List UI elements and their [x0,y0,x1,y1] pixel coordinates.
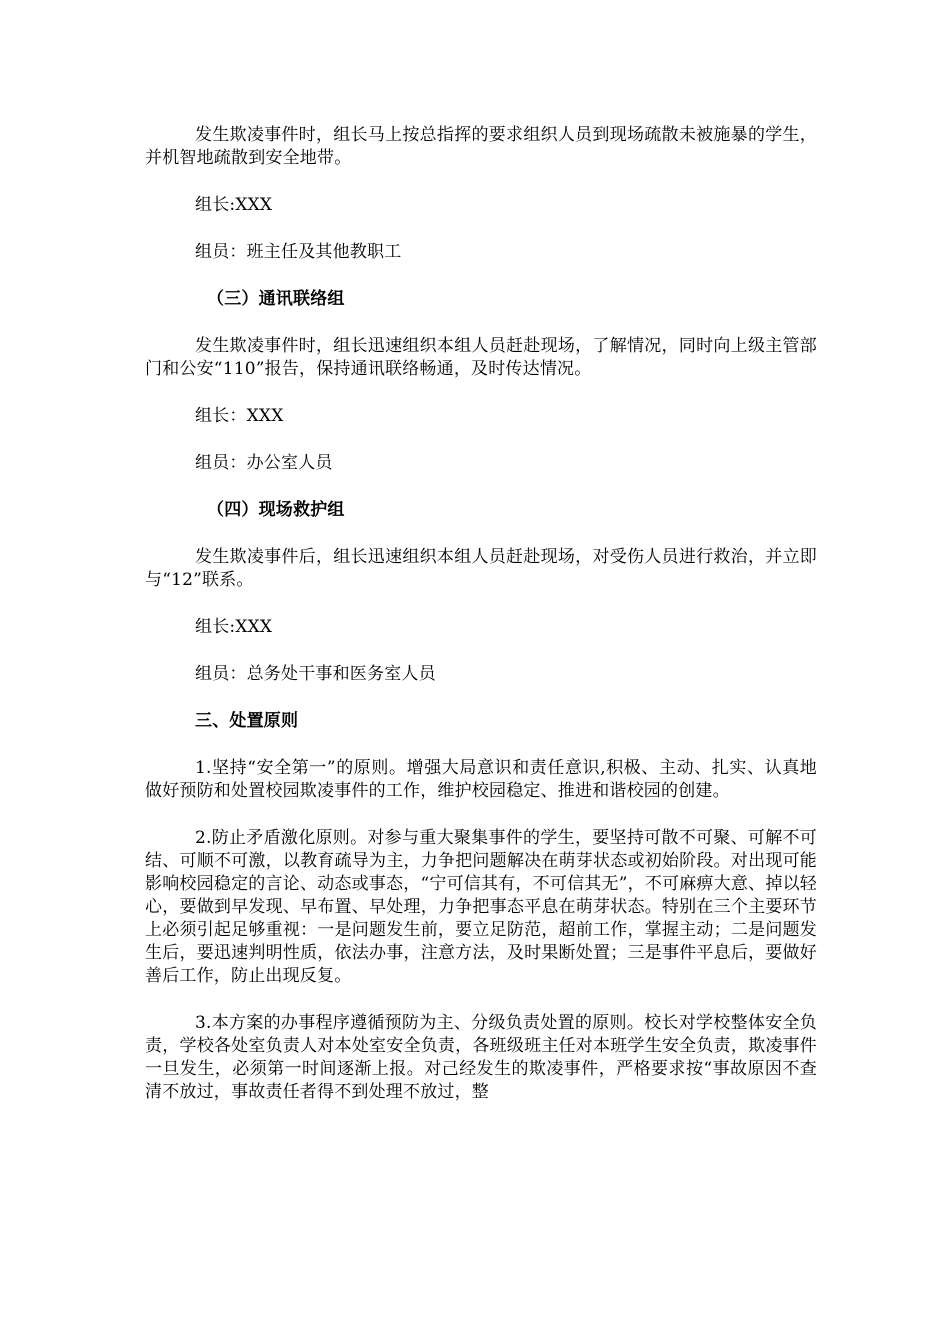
paragraph-rescue-duty: 发生欺凌事件后，组长迅速组织本组人员赶赴现场，对受伤人员进行救治，并立即与“12”联系。 [145,547,817,590]
document-page [145,124,817,1104]
evacuation-group-leader: 组长:XXX [195,195,273,215]
communication-group-leader: 组长：XXX [195,406,284,426]
subheading-rescue-group: （四）现场救护组 [207,500,345,520]
rescue-group-members: 组员：总务处干事和医务室人员 [195,664,436,684]
paragraph-evacuation-duty: 发生欺凌事件时，组长马上按总指挥的要求组织人员到现场疏散未被施暴的学生，并机智地疏散到安全地带。 [145,125,817,168]
paragraph-communication-duty: 发生欺凌事件时，组长迅速组织本组人员赶赴现场，了解情况，同时向上级主管部门和公安“110”报告，保持通讯联络畅通，及时传达情况。 [145,336,817,379]
subheading-communication-group: （三）通讯联络组 [207,289,345,309]
evacuation-group-members: 组员：班主任及其他教职工 [195,242,402,262]
paragraph-principle-2: 2.防止矛盾激化原则。对参与重大聚集事件的学生，要坚持可散不可聚、可解不可结、可顺不可激，以教育疏导为主，力争把问题解决在萌芽状态或初始阶段。对出现可能影响校园稳定的言论、动态或事态，“宁可信其有，不可信其无”，不可麻痹大意、掉以轻心，要做到早发现、早布置、早处理，力争把事态平息在萌芽状态。特别在三个主要环节上必须引起足够重视：一是问题发生前，要立足防范，超前工作，掌握主动；二是问题发生后，要迅速判明性质，依法办事，注意方法，及时果断处置；三是事件平息后，要做好善后工作，防止出现反复。 [145,828,817,986]
communication-group-members: 组员：办公室人员 [195,453,333,473]
paragraph-principle-1: 1.坚持“安全第一”的原则。增强大局意识和责任意识,积极、主动、扎实、认真地做好预防和处置校园欺凌事件的工作，维护校园稳定、推进和谐校园的创建。 [145,758,817,801]
rescue-group-leader: 组长:XXX [195,617,273,637]
section-heading-principles: 三、处置原则 [195,711,299,731]
paragraph-principle-3: 3.本方案的办事程序遵循预防为主、分级负责处置的原则。校长对学校整体安全负责，学校各处室负责人对本处室安全负责，各班级班主任对本班学生安全负责，欺凌事件一旦发生，必须第一时间逐渐上报。对己经发生的欺凌事件，严格要求按“事故原因不查清不放过，事故责任者得不到处理不放过，整 [145,1013,817,1102]
